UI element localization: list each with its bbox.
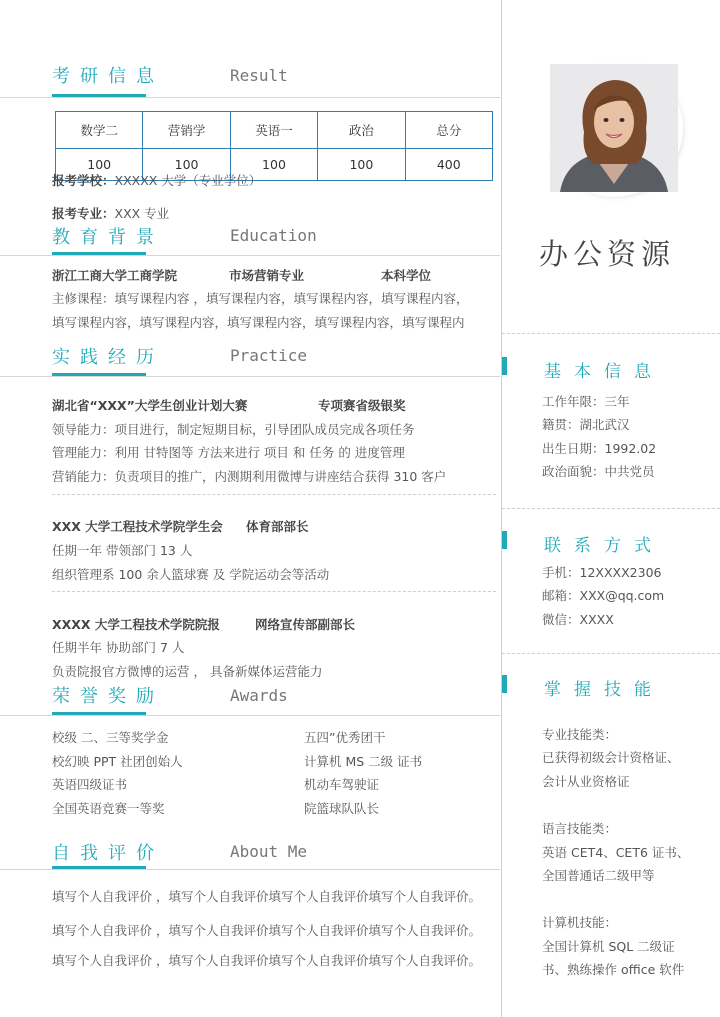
edu-courses-line: 主修课程：填写课程内容 ，填写课程内容，填写课程内容，填写课程内容， <box>52 291 469 306</box>
about-line: 填写个人自我评价 ，填写个人自我评价填写个人自我评价填写个人自我评价。 <box>52 953 481 968</box>
profile-photo <box>550 64 678 192</box>
score-header-cell: 数学二 <box>56 112 143 149</box>
practice-item-line: 营销能力：负责项目的推广，内测期利用微博与讲座结合获得 310 客户 <box>52 469 447 484</box>
score-value-cell: 400 <box>405 149 492 181</box>
skill-label: 计算机技能： <box>542 915 618 930</box>
item-separator <box>52 591 496 592</box>
score-value-cell: 100 <box>56 149 143 181</box>
score-header-cell: 营销学 <box>143 112 230 149</box>
portrait-avatar-icon <box>550 64 678 192</box>
edu-courses-line: 填写课程内容，填写课程内容，填写课程内容，填写课程内容，填写课程内 <box>52 315 465 330</box>
award-item: 校幻映 PPT 社团创始人 <box>52 754 183 769</box>
award-item: 计算机 MS 二级 证书 <box>304 754 423 769</box>
section-title-en-education: Education <box>230 226 317 245</box>
practice-item-award: 专项赛省级银奖 <box>318 398 406 413</box>
target-major-value: XXX 专业 <box>114 206 170 221</box>
skill-line: 会计从业资格证 <box>542 774 630 789</box>
basic-info-line: 籍贯：湖北武汉 <box>542 417 630 432</box>
section-rule <box>0 869 500 870</box>
practice-item-line: 负责院报官方微博的运营 ， 具备新媒体运营能力 <box>52 664 323 679</box>
section-title-en-about: About Me <box>230 842 308 861</box>
skill-line: 英语 CET4、CET6 证书、 <box>542 845 690 860</box>
contact-line: 手机：12XXXX2306 <box>542 565 662 580</box>
practice-item-role: 体育部部长 <box>246 519 309 534</box>
practice-item-line: 任期半年 协助部门 7 人 <box>52 640 185 655</box>
section-rule <box>0 255 500 256</box>
right-separator <box>502 508 720 509</box>
section-title-result: 考研信息 <box>52 66 164 87</box>
practice-item-line: 领导能力：项目进行，制定短期目标，引导团队成员完成各项任务 <box>52 422 415 437</box>
section-title-basic: 基本信息 <box>544 362 664 382</box>
score-header-row <box>56 112 493 149</box>
skill-label: 专业技能类： <box>542 727 618 742</box>
skill-line: 已获得初级会计资格证、 <box>542 750 680 765</box>
section-marker <box>502 531 507 549</box>
about-line: 填写个人自我评价 ，填写个人自我评价填写个人自我评价填写个人自我评价。 <box>52 889 481 904</box>
section-title-skills: 掌握技能 <box>544 680 664 700</box>
section-title-en-practice: Practice <box>230 346 308 365</box>
target-school <box>52 175 261 188</box>
skill-label: 语言技能类： <box>542 821 618 836</box>
section-rule <box>0 97 500 98</box>
section-rule <box>0 376 500 377</box>
about-line-clipped <box>52 953 481 968</box>
basic-info-line: 出生日期：1992.02 <box>542 441 657 456</box>
basic-info-line: 政治面貌：中共党员 <box>542 464 655 479</box>
practice-item-name: 湖北省“XXX”大学生创业计划大赛 <box>52 398 248 413</box>
target-major-label: 报考专业： <box>52 206 115 221</box>
section-rule <box>0 715 500 716</box>
section-title-awards: 荣誉奖励 <box>52 686 164 707</box>
contact-line: 微信：XXXX <box>542 612 614 627</box>
skill-line: 全国计算机 SQL 二级证 <box>542 939 675 954</box>
item-separator <box>52 494 496 495</box>
section-title-practice: 实践经历 <box>52 347 164 368</box>
target-school-value: XXXXX 大学（专业学位） <box>114 173 262 188</box>
section-title-en-result: Result <box>230 66 288 85</box>
edu-degree: 本科学位 <box>381 268 432 283</box>
score-header-cell: 政治 <box>318 112 405 149</box>
score-value-cell: 100 <box>318 149 405 181</box>
basic-info-line: 工作年限：三年 <box>542 394 630 409</box>
section-title-education: 教育背景 <box>52 227 164 248</box>
right-separator <box>502 653 720 654</box>
target-school-label: 报考学校： <box>52 173 115 188</box>
practice-item-name: XXXX 大学工程技术学院院报 <box>52 617 220 632</box>
practice-item-line: 组织管理系 100 余人篮球赛 及 学院运动会等活动 <box>52 567 330 582</box>
score-value-cell: 100 <box>230 149 317 181</box>
edu-major: 市场营销专业 <box>229 268 305 283</box>
score-header-cell: 总分 <box>405 112 492 149</box>
award-item: 院篮球队队长 <box>304 801 380 816</box>
section-marker <box>502 357 507 375</box>
award-item: 五四”优秀团干 <box>304 730 386 745</box>
section-title-en-awards: Awards <box>230 686 288 705</box>
award-item: 全国英语竞赛一等奖 <box>52 801 165 816</box>
score-value-cell: 100 <box>143 149 230 181</box>
about-line: 填写个人自我评价 ，填写个人自我评价填写个人自我评价填写个人自我评价。 <box>52 923 481 938</box>
section-marker <box>502 675 507 693</box>
skill-line: 全国普通话二级甲等 <box>542 868 655 883</box>
edu-school: 浙江工商大学工商学院 <box>52 268 178 283</box>
skill-line: 书、熟练操作 office 软件 <box>542 962 685 977</box>
practice-item-line: 任期一年 带领部门 13 人 <box>52 543 193 558</box>
profile-name: 办公资源 <box>539 237 676 271</box>
target-major <box>52 208 169 221</box>
score-header-cell: 英语一 <box>230 112 317 149</box>
practice-item-line: 管理能力：利用 甘特图等 方法来进行 项目 和 任务 的 进度管理 <box>52 445 405 460</box>
award-item: 机动车驾驶证 <box>304 777 380 792</box>
contact-line: 邮箱：XXX@qq.com <box>542 588 665 603</box>
practice-item-name: XXX 大学工程技术学院学生会 <box>52 519 223 534</box>
practice-item-role: 网络宣传部副部长 <box>255 617 356 632</box>
right-separator <box>502 333 720 334</box>
score-table <box>55 111 493 181</box>
award-item: 校级 二、三等奖学金 <box>52 730 169 745</box>
award-item: 英语四级证书 <box>52 777 128 792</box>
section-title-about: 自我评价 <box>52 843 164 864</box>
section-title-contact: 联系方式 <box>544 536 664 556</box>
